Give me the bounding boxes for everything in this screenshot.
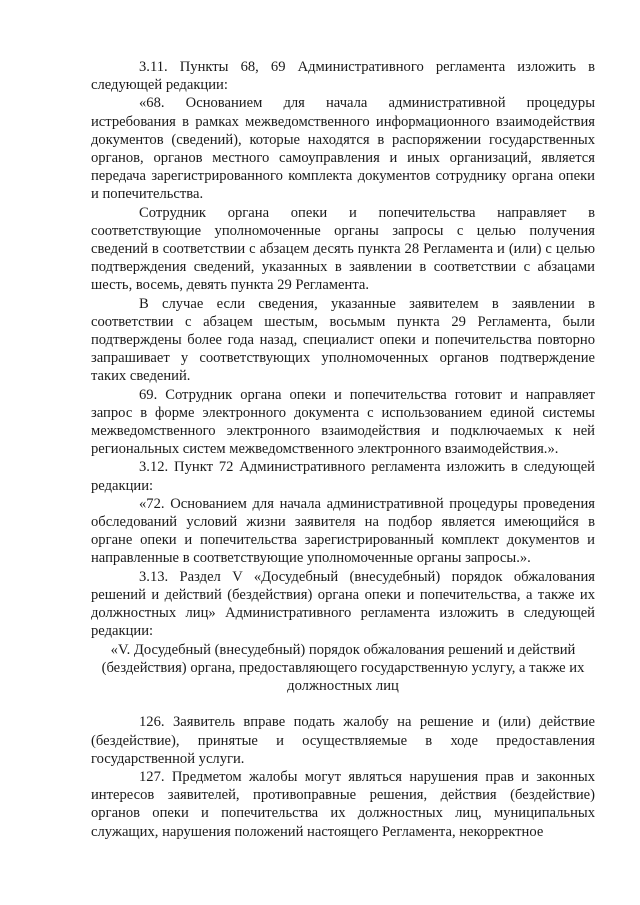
paragraph-68-officer: Сотрудник органа опеки и попечительства направляет в соответствующие уполномоченные органы запросы с целью получения сведений в соответствии с абзацем десять пункта 28 Регламента и (или) с целью подтверждения сведений, указанных в заявлении в соответствии с абзацами шесть, восемь, девять пункта 29 Регламента.: [91, 204, 595, 294]
paragraph-3-13: 3.13. Раздел V «Досудебный (внесудебный) порядок обжалования решений и действий (бездействия) органа опеки и попечительства, а также их должностных лиц» Административного регламента изложить в следующей редакции:: [91, 568, 595, 640]
paragraph-3-12: 3.12. Пункт 72 Административного регламента изложить в следующей редакции:: [91, 459, 595, 494]
paragraph-127: 127. Предметом жалобы могут являться нарушения прав и законных интересов заявителей, противоправные решения, действия (бездействие) органов опеки и попечительства их должностных лиц, муниципальных служащих, нарушения положений настоящего Регламента, некорректное: [91, 768, 595, 840]
paragraph-72: «72. Основанием для начала административной процедуры проведения обследований условий жизни заявителя на подбор является имеющийся в органе опеки и попечительства зарегистрированный комплект документов и направленные в соответствующие уполномоченные органы запросы.».: [91, 495, 595, 567]
paragraph-3-11: 3.11. Пункты 68, 69 Административного регламента изложить в следующей редакции:: [91, 59, 595, 94]
paragraph-68-case: В случае если сведения, указанные заявителем в заявлении в соответствии с абзацем шестым, восьмым пункта 29 Регламента, были подтверждены более года назад, специалист опеки и попечительства повторно запрашивает у соответствующих уполномоченных органов подтверждение таких сведений.: [91, 295, 595, 385]
paragraph-126: 126. Заявитель вправе подать жалобу на решение и (или) действие (бездействие), принятые и осуществляемые в ходе предоставления государственной услуги.: [91, 714, 595, 767]
section-spacer: [91, 695, 595, 713]
paragraph-69: 69. Сотрудник органа опеки и попечительства готовит и направляет запрос в форме электронного документа с использованием единой системы межведомственного электронного взаимодействия и подключаемых к ней региональных систем межведомственного электронного взаимодействия.».: [91, 386, 595, 458]
section-heading: «V. Досудебный (внесудебный) порядок обжалования решений и действий (бездействия) органа, предоставляющего государственную услугу, а также их должностных лиц: [101, 641, 585, 694]
paragraph-68: «68. Основанием для начала административной процедуры истребования в рамках межведомственного информационного взаимодействия документов (сведений), которые находятся в распоряжении государственных органов, органов местного самоуправления и иных организаций, является передача зарегистрированного комплекта документов сотруднику органа опеки и попечительства.: [91, 95, 595, 203]
